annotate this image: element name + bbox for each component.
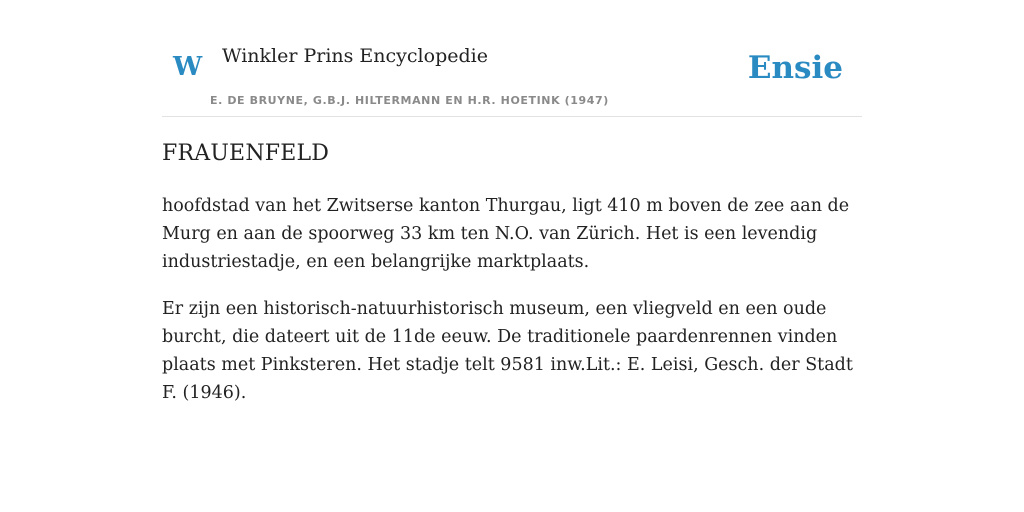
source-title-link[interactable]: Winkler Prins Encyclopedie xyxy=(222,45,488,67)
source-authors: E. DE BRUYNE, G.B.J. HILTERMANN EN H.R. HOETINK (1947) xyxy=(210,94,609,107)
entry-paragraph: hoofdstad van het Zwitserse kanton Thurgau, ligt 410 m boven de zee aan de Murg en aan de spoorweg 33 km ten N.O. van Zürich. Het is een levendig industriestadje, en een belangrijke marktplaats. xyxy=(162,196,850,272)
entry-paragraph: Er zijn een historisch-natuurhistorisch museum, een vliegveld en een oude burcht, die dateert uit de 11de eeuw. De traditionele paardenrennen vinden plaats met Pinksteren. Het stadje telt 9581 inw.Lit.: E. Leisi, Gesch. der Stadt F. (1946). xyxy=(162,299,853,403)
page-container xyxy=(162,0,862,403)
source-logo[interactable]: W xyxy=(173,52,203,82)
brand-logo[interactable]: Ensie xyxy=(747,50,843,86)
source-header xyxy=(162,0,862,117)
entry-title: FRAUENFELD xyxy=(162,141,330,166)
